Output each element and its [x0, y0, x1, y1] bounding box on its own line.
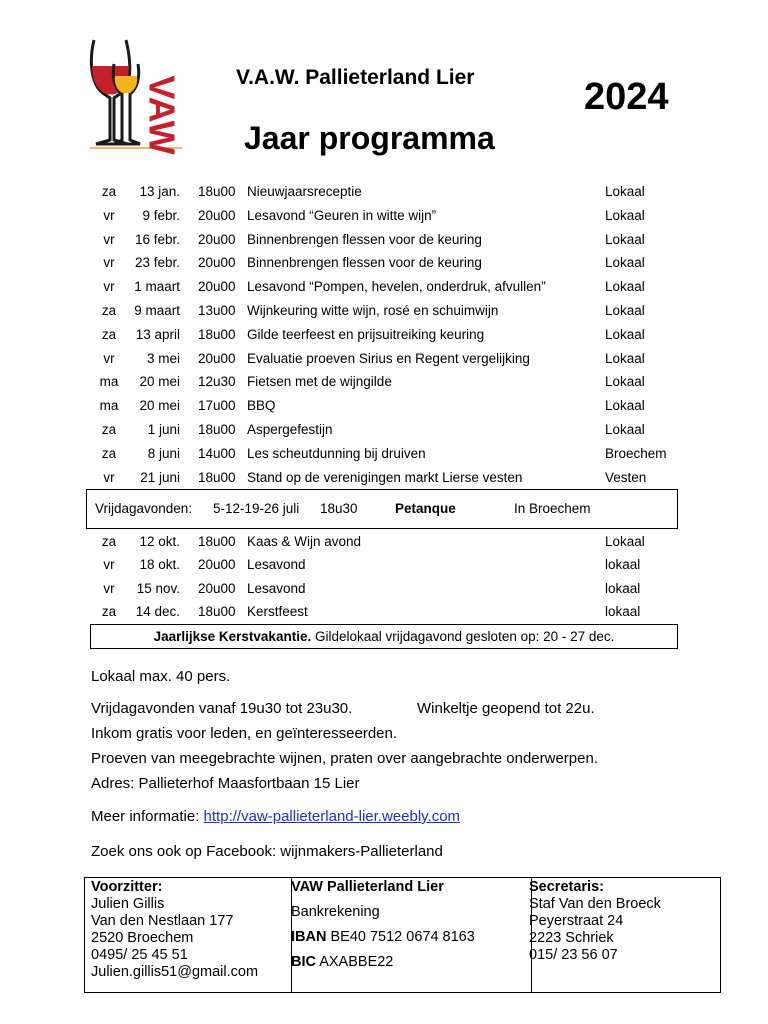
bank-column [285, 878, 532, 992]
schedule-row [0, 554, 768, 576]
day-cell: vr [103, 279, 115, 295]
secretary-city: 2223 Schriek [529, 930, 614, 946]
friday-evenings-box [86, 489, 678, 529]
activity-cell: Fietsen met de wijngilde [247, 374, 392, 390]
day-cell: ma [99, 398, 119, 414]
schedule-row [0, 300, 768, 322]
time-cell: 17u00 [198, 398, 236, 414]
activity-cell: Kaas & Wijn avond [247, 534, 362, 549]
time-cell: 12u30 [198, 374, 236, 390]
chair-column [85, 878, 292, 992]
day-cell: za [101, 603, 117, 619]
location-cell: Broechem [605, 445, 667, 461]
date-cell: 8 juni [147, 445, 180, 461]
entry-text: Inkom gratis voor leden, en geïnteresseerden. [91, 725, 398, 742]
activity-cell: Evaluatie proeven Sirius en Regent vergelijking [247, 350, 530, 366]
date-cell: 9 febr. [142, 207, 180, 223]
schedule-row [0, 371, 768, 393]
secretary-phone: 015/ 23 56 07 [529, 947, 618, 963]
friday-activity: Petanque [395, 501, 456, 516]
activity-cell: Nieuwjaarsreceptie [247, 184, 362, 199]
time-cell: 14u00 [198, 445, 236, 461]
date-cell: 3 mei [146, 350, 180, 366]
time-cell: 20u00 [198, 231, 236, 247]
location-cell: Lokaal [605, 422, 645, 437]
more-info-line [91, 808, 460, 825]
org-title: V.A.W. Pallieterland Lier [236, 66, 475, 89]
activity-cell: Binnenbrengen flessen voor de keuring [247, 255, 482, 271]
iban-label: IBAN [291, 929, 327, 945]
time-cell: 20u00 [198, 580, 236, 596]
chair-street: Van den Nestlaan 177 [91, 913, 234, 929]
date-cell: 9 maart [134, 303, 180, 318]
schedule-row [0, 276, 768, 298]
day-cell: vr [103, 580, 115, 596]
christmas-notice-box [90, 624, 678, 649]
schedule-row [0, 205, 768, 227]
time-cell: 20u00 [198, 350, 236, 366]
location-cell: Lokaal [605, 350, 645, 366]
day-cell: vr [103, 350, 115, 366]
location-cell: lokaal [605, 580, 641, 596]
schedule-row [0, 467, 768, 489]
activity-cell: Les scheutdunning bij druiven [247, 445, 426, 461]
facebook-text: Zoek ons ook op Facebook: wijnmakers-Pallieterland [91, 843, 443, 860]
day-cell: za [101, 422, 117, 437]
activity-cell: Aspergefestijn [247, 422, 333, 437]
shop-hours-text: Winkeltje geopend tot 22u. [417, 700, 595, 717]
date-cell: 20 mei [139, 374, 180, 390]
date-cell: 15 nov. [136, 580, 180, 596]
location-cell: Lokaal [605, 374, 645, 390]
time-cell: 18u00 [198, 184, 236, 199]
friday-label: Vrijdagavonden: [95, 501, 193, 516]
location-cell: Lokaal [605, 255, 645, 271]
chair-name: Julien Gillis [91, 896, 165, 912]
day-cell: vr [103, 207, 115, 223]
iban-value: BE40 7512 0674 8163 [326, 929, 475, 945]
christmas-notice-text: Gildelokaal vrijdagavond gesloten op: 20 - 27 dec. [311, 629, 615, 644]
location-cell: Lokaal [605, 184, 645, 199]
activity-cell: Gilde teerfeest en prijsuitreiking keuring [247, 326, 485, 342]
location-cell: Lokaal [605, 231, 645, 247]
date-cell: 13 april [135, 326, 180, 342]
location-cell: Lokaal [605, 398, 645, 414]
friday-time: 18u30 [320, 501, 358, 516]
chair-email: Julien.gillis51@gmail.com [91, 964, 259, 980]
time-cell: 20u00 [198, 207, 236, 223]
day-cell: za [101, 184, 117, 199]
more-info-label: Meer informatie: [91, 808, 204, 825]
date-cell: 12 okt. [139, 534, 180, 549]
secretary-column [525, 878, 725, 992]
day-cell: vr [103, 255, 115, 271]
activity-cell: Lesavond “Pompen, hevelen, onderdruk, afvullen” [247, 279, 546, 295]
secretary-title: Secretaris: [529, 879, 604, 895]
vaw-logo [88, 36, 184, 155]
day-cell: vr [103, 469, 115, 485]
location-cell: Lokaal [605, 303, 645, 318]
chair-phone: 0495/ 25 45 51 [91, 947, 188, 963]
logo-text-wrapper [134, 72, 183, 155]
contact-table [84, 877, 721, 993]
activity-cell: Wijnkeuring witte wijn, rosé en schuimwijn [247, 303, 499, 318]
date-cell: 20 mei [139, 398, 180, 414]
day-cell: za [101, 303, 117, 318]
schedule-row [0, 229, 768, 251]
chair-title: Voorzitter: [91, 879, 163, 895]
schedule-row [0, 395, 768, 417]
year-label: 2024 [584, 76, 669, 118]
page-title: Jaar programma [244, 120, 495, 156]
date-cell: 18 okt. [139, 557, 180, 573]
schedule-row [0, 419, 768, 441]
address-text: Adres: Pallieterhof Maasfortbaan 15 Lier [91, 775, 360, 792]
activity-cell: Lesavond [247, 557, 306, 573]
day-cell: ma [99, 374, 119, 390]
activity-cell: Stand op de verenigingen markt Lierse vesten [247, 469, 523, 485]
date-cell: 16 febr. [134, 231, 180, 247]
friday-location: In Broechem [514, 501, 591, 516]
location-cell: Lokaal [605, 534, 645, 549]
logo-text: VAW [141, 75, 183, 155]
chair-city: 2520 Broechem [91, 930, 194, 946]
schedule-row [0, 601, 768, 623]
schedule-row [0, 324, 768, 346]
date-cell: 21 juni [140, 469, 180, 485]
schedule-row [0, 443, 768, 465]
time-cell: 18u00 [198, 534, 236, 549]
day-cell: vr [103, 557, 115, 573]
time-cell: 18u00 [198, 422, 236, 437]
time-cell: 20u00 [198, 557, 236, 573]
date-cell: 1 juni [147, 422, 180, 437]
bic-label: BIC [291, 954, 316, 970]
day-cell: za [101, 534, 117, 549]
bank-account-label: Bankrekening [291, 904, 380, 920]
time-cell: 18u00 [198, 469, 236, 485]
capacity-text: Lokaal max. 40 pers. [91, 668, 231, 685]
date-cell: 1 maart [134, 279, 180, 295]
date-cell: 14 dec. [135, 603, 180, 619]
time-cell: 18u00 [198, 603, 236, 619]
activity-cell: Kerstfeest [247, 603, 308, 619]
activity-cell: BBQ [247, 398, 276, 414]
location-cell: Lokaal [605, 279, 645, 295]
date-cell: 23 febr. [134, 255, 180, 271]
bic-line [291, 954, 531, 971]
day-cell: za [101, 445, 117, 461]
day-cell: za [101, 326, 117, 342]
location-cell: lokaal [605, 603, 641, 619]
location-cell: Vesten [605, 469, 647, 485]
time-cell: 20u00 [198, 255, 236, 271]
schedule-row [0, 531, 768, 553]
schedule-row [0, 252, 768, 274]
secretary-street: Peyerstraat 24 [529, 913, 624, 929]
location-cell: Lokaal [605, 207, 645, 223]
iban-line [291, 929, 531, 946]
activity-cell: Lesavond [247, 580, 306, 596]
time-cell: 20u00 [198, 279, 236, 295]
opening-hours-text: Vrijdagavonden vanaf 19u30 tot 23u30. [91, 700, 353, 717]
date-cell: 13 jan. [139, 184, 180, 199]
time-cell: 13u00 [198, 303, 236, 318]
secretary-name: Staf Van den Broeck [529, 896, 661, 912]
bank-title: VAW Pallieterland Lier [291, 879, 444, 895]
bic-value: AXABBE22 [315, 954, 394, 970]
website-link[interactable]: http://vaw-pallieterland-lier.weebly.com [203, 808, 461, 825]
day-cell: vr [103, 231, 115, 247]
activity-cell: Binnenbrengen flessen voor de keuring [247, 231, 482, 247]
tasting-text: Proeven van meegebrachte wijnen, praten over aangebrachte onderwerpen. [91, 750, 598, 767]
activity-cell: Lesavond “Geuren in witte wijn” [247, 207, 437, 223]
schedule-row [0, 181, 768, 203]
friday-dates: 5-12-19-26 juli [213, 501, 300, 516]
schedule-row [0, 348, 768, 370]
time-cell: 18u00 [198, 326, 236, 342]
schedule-row [0, 578, 768, 600]
location-cell: Lokaal [605, 326, 645, 342]
christmas-notice-title: Jaarlijkse Kerstvakantie. [153, 629, 312, 644]
location-cell: lokaal [605, 557, 641, 573]
